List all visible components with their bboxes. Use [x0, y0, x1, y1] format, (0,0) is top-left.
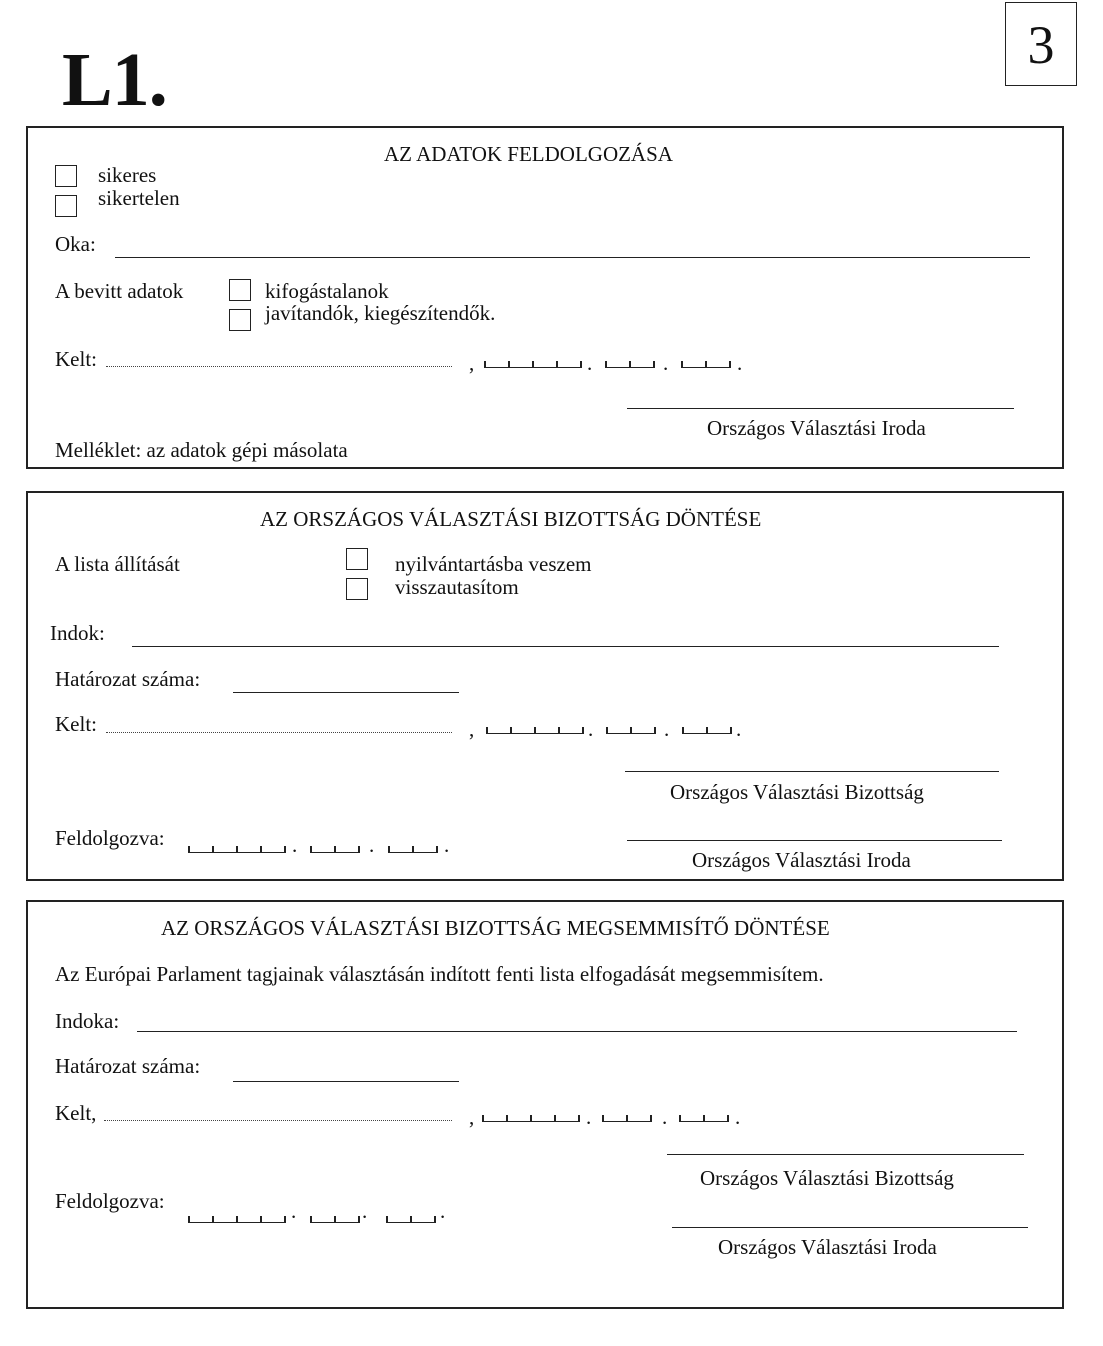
checkbox-ok[interactable]: [229, 279, 251, 301]
list-label: A lista állítását: [55, 552, 180, 576]
annulment-statement: Az Európai Parlament tagjainak választásán indított fenti lista elfogadását megsemmisítem.: [55, 962, 824, 986]
processed-label: Feldolgozva:: [55, 826, 165, 850]
checkbox-success[interactable]: [55, 165, 77, 187]
signature-line[interactable]: [627, 408, 1014, 409]
date-dot-2: .: [663, 351, 669, 375]
date-comma-2: ,: [469, 717, 475, 741]
annulment-heading: AZ ORSZÁGOS VÁLASZTÁSI BIZOTTSÁG MEGSEMMISÍTŐ DÖNTÉSE: [161, 916, 830, 940]
reason-label: Oka:: [55, 232, 96, 256]
date-label-2: Kelt:: [55, 712, 97, 736]
option-fail-label: sikertelen: [98, 186, 180, 210]
processed-day-comb[interactable]: [388, 845, 438, 853]
processed-month-comb-3[interactable]: [310, 1215, 360, 1223]
date-month-comb[interactable]: [605, 360, 655, 368]
processed-year-comb-3[interactable]: [188, 1215, 286, 1223]
option-reject-label: visszautasítom: [395, 575, 519, 599]
date-year-comb[interactable]: [484, 360, 582, 368]
date-dot-2-2: .: [664, 717, 670, 741]
date-place-dots-3[interactable]: [104, 1120, 452, 1121]
date-dot-1: .: [587, 351, 593, 375]
processed-year-comb[interactable]: [188, 845, 286, 853]
checkbox-fail[interactable]: [55, 195, 77, 217]
office-signature-line-3[interactable]: [672, 1227, 1028, 1228]
processed-day-comb-3[interactable]: [386, 1215, 436, 1223]
option-ok-label: kifogástalanok: [265, 279, 389, 303]
date-dot-2-3: .: [736, 717, 742, 741]
date-year-comb-2[interactable]: [486, 726, 584, 734]
date-dot-3-3: .: [735, 1105, 741, 1129]
signatory-office-3: Országos Választási Iroda: [718, 1235, 937, 1259]
office-signature-line[interactable]: [627, 840, 1002, 841]
reason-line-3[interactable]: [137, 1031, 1017, 1032]
date-month-comb-3[interactable]: [602, 1114, 652, 1122]
option-register-label: nyilvántartásba veszem: [395, 552, 592, 576]
signatory-committee: Országos Választási Bizottság: [670, 780, 924, 804]
processed-month-comb[interactable]: [310, 845, 360, 853]
processed-dot-1: .: [292, 833, 298, 857]
processed-dot-2: .: [369, 833, 375, 857]
date-place-dots[interactable]: [106, 366, 452, 367]
form-id: L1.: [62, 38, 167, 122]
date-dot-3: .: [737, 351, 743, 375]
processed-dot-3-3: .: [440, 1199, 446, 1223]
date-dot-3-2: .: [662, 1105, 668, 1129]
checkbox-fix[interactable]: [229, 309, 251, 331]
date-label-3: Kelt,: [55, 1101, 97, 1125]
date-year-comb-3[interactable]: [482, 1114, 580, 1122]
processed-label-3: Feldolgozva:: [55, 1189, 165, 1213]
date-dot-2-1: .: [588, 717, 594, 741]
reason-label-3: Indoka:: [55, 1009, 120, 1033]
signatory-office: Országos Választási Iroda: [707, 416, 926, 440]
decision-no-line[interactable]: [233, 692, 459, 693]
date-label: Kelt:: [55, 347, 97, 371]
committee-signature-line[interactable]: [625, 771, 999, 772]
date-month-comb-2[interactable]: [606, 726, 656, 734]
signatory-committee-3: Országos Választási Bizottság: [700, 1166, 954, 1190]
attachment-note: Melléklet: az adatok gépi másolata: [55, 438, 348, 462]
processing-heading: AZ ADATOK FELDOLGOZÁSA: [384, 142, 673, 166]
date-comma-3: ,: [469, 1105, 475, 1129]
processed-dot-3-2: .: [362, 1199, 368, 1223]
processed-dot-3: .: [444, 833, 450, 857]
checkbox-reject[interactable]: [346, 578, 368, 600]
decision-heading: AZ ORSZÁGOS VÁLASZTÁSI BIZOTTSÁG DÖNTÉSE: [260, 507, 762, 531]
committee-signature-line-3[interactable]: [667, 1154, 1024, 1155]
date-comma: ,: [469, 351, 475, 375]
date-day-comb-2[interactable]: [682, 726, 732, 734]
page-number: 3: [1005, 2, 1077, 86]
date-day-comb[interactable]: [681, 360, 731, 368]
reason-line[interactable]: [115, 257, 1030, 258]
processed-dot-3-1: .: [291, 1199, 297, 1223]
option-success-label: sikeres: [98, 163, 157, 187]
decision-no-line-3[interactable]: [233, 1081, 459, 1082]
decision-no-label: Határozat száma:: [55, 667, 201, 691]
date-day-comb-3[interactable]: [679, 1114, 729, 1122]
decision-no-label-3: Határozat száma:: [55, 1054, 201, 1078]
reason-line-2[interactable]: [132, 646, 999, 647]
entered-data-label: A bevitt adatok: [55, 279, 184, 303]
signatory-office-2: Országos Választási Iroda: [692, 848, 911, 872]
option-fix-label: javítandók, kiegészítendők.: [265, 301, 496, 325]
checkbox-register[interactable]: [346, 548, 368, 570]
date-dot-3-1: .: [586, 1105, 592, 1129]
reason-label-2: Indok:: [50, 621, 105, 645]
date-place-dots-2[interactable]: [106, 732, 452, 733]
